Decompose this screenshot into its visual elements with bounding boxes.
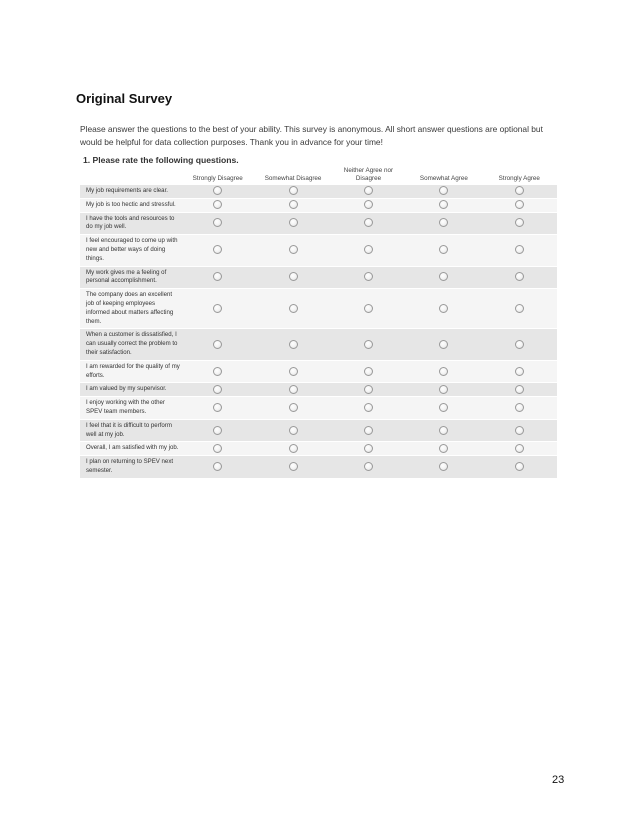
rating-cell xyxy=(406,212,481,235)
radio-neither[interactable] xyxy=(364,385,373,394)
rating-cell xyxy=(180,212,255,235)
radio-neither[interactable] xyxy=(364,426,373,435)
question-label: I plan on returning to SPEV next semester. xyxy=(80,456,180,479)
scale-header-somewhat-agree: Somewhat Agree xyxy=(419,175,468,182)
radio-somewhat-disagree[interactable] xyxy=(289,403,298,412)
radio-strongly-disagree[interactable] xyxy=(213,200,222,209)
rating-cell xyxy=(331,235,406,266)
radio-somewhat-agree[interactable] xyxy=(439,462,448,471)
question-label: I have the tools and resources to do my job well. xyxy=(80,212,180,235)
radio-strongly-disagree[interactable] xyxy=(213,186,222,195)
radio-neither[interactable] xyxy=(364,218,373,227)
rating-cell xyxy=(180,185,255,198)
radio-strongly-agree[interactable] xyxy=(515,403,524,412)
rating-cell xyxy=(406,289,481,329)
rating-cell xyxy=(180,289,255,329)
radio-somewhat-disagree[interactable] xyxy=(289,340,298,349)
radio-strongly-agree[interactable] xyxy=(515,272,524,281)
rating-cell xyxy=(406,383,481,397)
rating-cell xyxy=(482,329,557,360)
question-row xyxy=(80,235,557,266)
radio-somewhat-disagree[interactable] xyxy=(289,186,298,195)
radio-somewhat-disagree[interactable] xyxy=(289,218,298,227)
rating-cell xyxy=(255,266,330,289)
radio-somewhat-disagree[interactable] xyxy=(289,200,298,209)
rating-cell xyxy=(255,212,330,235)
radio-strongly-disagree[interactable] xyxy=(213,367,222,376)
radio-neither[interactable] xyxy=(364,444,373,453)
radio-somewhat-disagree[interactable] xyxy=(289,245,298,254)
rating-cell xyxy=(180,198,255,212)
rating-cell xyxy=(255,198,330,212)
radio-neither[interactable] xyxy=(364,200,373,209)
page-number: 23 xyxy=(552,774,565,786)
question-row xyxy=(80,329,557,360)
rating-cell xyxy=(180,456,255,479)
rating-matrix xyxy=(80,167,557,479)
rating-cell xyxy=(255,456,330,479)
radio-strongly-agree[interactable] xyxy=(515,385,524,394)
rating-cell xyxy=(331,185,406,198)
rating-cell xyxy=(331,212,406,235)
radio-somewhat-disagree[interactable] xyxy=(289,272,298,281)
rating-cell xyxy=(406,266,481,289)
radio-neither[interactable] xyxy=(364,462,373,471)
page-title: Original Survey xyxy=(76,91,173,106)
rating-cell xyxy=(406,329,481,360)
radio-strongly-disagree[interactable] xyxy=(213,218,222,227)
question-row xyxy=(80,360,557,383)
radio-strongly-disagree[interactable] xyxy=(213,245,222,254)
rating-cell xyxy=(406,397,481,420)
radio-strongly-disagree[interactable] xyxy=(213,340,222,349)
rating-cell xyxy=(482,198,557,212)
rating-cell xyxy=(482,266,557,289)
radio-somewhat-agree[interactable] xyxy=(439,304,448,313)
rating-cell xyxy=(406,235,481,266)
rating-cell xyxy=(331,198,406,212)
radio-strongly-agree[interactable] xyxy=(515,426,524,435)
rating-cell xyxy=(482,456,557,479)
rating-cell xyxy=(482,235,557,266)
question-row xyxy=(80,397,557,420)
rating-cell xyxy=(406,456,481,479)
rating-cell xyxy=(331,266,406,289)
rating-cell xyxy=(331,329,406,360)
scale-header-row xyxy=(80,167,557,185)
rating-cell xyxy=(180,397,255,420)
radio-neither[interactable] xyxy=(364,245,373,254)
radio-somewhat-agree[interactable] xyxy=(439,403,448,412)
rating-cell xyxy=(255,329,330,360)
rating-cell xyxy=(255,442,330,456)
radio-strongly-agree[interactable] xyxy=(515,367,524,376)
rating-cell xyxy=(331,442,406,456)
rating-cell xyxy=(331,360,406,383)
radio-strongly-agree[interactable] xyxy=(515,304,524,313)
radio-strongly-disagree[interactable] xyxy=(213,304,222,313)
rating-cell xyxy=(406,185,481,198)
question-label: When a customer is dissatisfied, I can usually correct the problem to their satisfaction. xyxy=(80,329,180,360)
radio-somewhat-disagree[interactable] xyxy=(289,444,298,453)
radio-strongly-disagree[interactable] xyxy=(213,403,222,412)
rating-cell xyxy=(331,397,406,420)
rating-cell xyxy=(406,419,481,442)
scale-header-neither: Neither Agree nor Disagree xyxy=(343,167,394,182)
rating-cell xyxy=(255,185,330,198)
scale-header-somewhat-disagree: Somewhat Disagree xyxy=(264,175,322,182)
question-row xyxy=(80,266,557,289)
radio-strongly-disagree[interactable] xyxy=(213,444,222,453)
radio-somewhat-agree[interactable] xyxy=(439,218,448,227)
radio-strongly-agree[interactable] xyxy=(515,462,524,471)
radio-neither[interactable] xyxy=(364,403,373,412)
rating-cell xyxy=(406,198,481,212)
radio-neither[interactable] xyxy=(364,367,373,376)
rating-cell xyxy=(482,397,557,420)
question-row xyxy=(80,185,557,198)
rating-cell xyxy=(482,212,557,235)
radio-strongly-disagree[interactable] xyxy=(213,272,222,281)
scale-header-strongly-disagree: Strongly Disagree xyxy=(192,175,243,182)
rating-cell xyxy=(255,383,330,397)
rating-cell xyxy=(406,360,481,383)
question-row xyxy=(80,198,557,212)
survey-intro: Please answer the questions to the best of your ability. This survey is anonymous. All short answer questions are optional but would be helpful for data collection purposes. Thank you in advance for your time! xyxy=(80,124,543,147)
radio-somewhat-agree[interactable] xyxy=(439,444,448,453)
rating-cell xyxy=(482,442,557,456)
question-label: My work gives me a feeling of personal accomplishment. xyxy=(80,266,180,289)
radio-somewhat-agree[interactable] xyxy=(439,426,448,435)
rating-cell xyxy=(482,419,557,442)
rating-cell xyxy=(180,266,255,289)
question-row xyxy=(80,456,557,479)
radio-somewhat-disagree[interactable] xyxy=(289,367,298,376)
question-row xyxy=(80,289,557,329)
rating-cell xyxy=(331,456,406,479)
radio-neither[interactable] xyxy=(364,272,373,281)
rating-cell xyxy=(255,360,330,383)
radio-somewhat-agree[interactable] xyxy=(439,340,448,349)
rating-cell xyxy=(180,383,255,397)
radio-neither[interactable] xyxy=(364,304,373,313)
radio-somewhat-disagree[interactable] xyxy=(289,426,298,435)
radio-strongly-agree[interactable] xyxy=(515,186,524,195)
question-row xyxy=(80,442,557,456)
radio-strongly-agree[interactable] xyxy=(515,444,524,453)
radio-somewhat-agree[interactable] xyxy=(439,367,448,376)
radio-strongly-agree[interactable] xyxy=(515,200,524,209)
radio-somewhat-agree[interactable] xyxy=(439,245,448,254)
question-row xyxy=(80,419,557,442)
rating-cell xyxy=(331,383,406,397)
question-row xyxy=(80,383,557,397)
radio-somewhat-agree[interactable] xyxy=(439,200,448,209)
question-title: 1. Please rate the following questions. xyxy=(83,155,239,165)
rating-cell xyxy=(331,289,406,329)
scale-header-strongly-agree: Strongly Agree xyxy=(498,175,540,182)
question-label: My job is too hectic and stressful. xyxy=(80,198,180,212)
rating-cell xyxy=(180,360,255,383)
radio-strongly-agree[interactable] xyxy=(515,218,524,227)
rating-cell xyxy=(482,289,557,329)
radio-strongly-disagree[interactable] xyxy=(213,385,222,394)
rating-cell xyxy=(255,289,330,329)
question-label: I feel that it is difficult to perform well at my job. xyxy=(80,419,180,442)
radio-somewhat-agree[interactable] xyxy=(439,186,448,195)
rating-cell xyxy=(180,419,255,442)
question-label: I am rewarded for the quality of my efforts. xyxy=(80,360,180,383)
rating-cell xyxy=(180,442,255,456)
rating-cell xyxy=(180,235,255,266)
rating-cell xyxy=(255,397,330,420)
question-rows xyxy=(80,185,557,478)
question-label: I enjoy working with the other SPEV team members. xyxy=(80,397,180,420)
rating-cell xyxy=(255,235,330,266)
question-label: I feel encouraged to come up with new and better ways of doing things. xyxy=(80,235,180,266)
question-column-header xyxy=(80,167,180,185)
question-row xyxy=(80,212,557,235)
rating-cell xyxy=(331,419,406,442)
survey-form xyxy=(80,123,560,479)
rating-cell xyxy=(482,383,557,397)
radio-somewhat-disagree[interactable] xyxy=(289,385,298,394)
radio-somewhat-agree[interactable] xyxy=(439,385,448,394)
radio-strongly-agree[interactable] xyxy=(515,340,524,349)
question-label: I am valued by my supervisor. xyxy=(80,383,180,397)
radio-somewhat-agree[interactable] xyxy=(439,272,448,281)
question-label: The company does an excellent job of keeping employees informed about matters affecting them. xyxy=(80,289,180,329)
radio-somewhat-disagree[interactable] xyxy=(289,304,298,313)
question-label: My job requirements are clear. xyxy=(80,185,180,198)
rating-cell xyxy=(255,419,330,442)
radio-neither[interactable] xyxy=(364,340,373,349)
rating-cell xyxy=(482,360,557,383)
radio-somewhat-disagree[interactable] xyxy=(289,462,298,471)
radio-strongly-disagree[interactable] xyxy=(213,462,222,471)
rating-cell xyxy=(180,329,255,360)
radio-neither[interactable] xyxy=(364,186,373,195)
radio-strongly-agree[interactable] xyxy=(515,245,524,254)
question-label: Overall, I am satisfied with my job. xyxy=(80,442,180,456)
rating-cell xyxy=(406,442,481,456)
radio-strongly-disagree[interactable] xyxy=(213,426,222,435)
rating-cell xyxy=(482,185,557,198)
